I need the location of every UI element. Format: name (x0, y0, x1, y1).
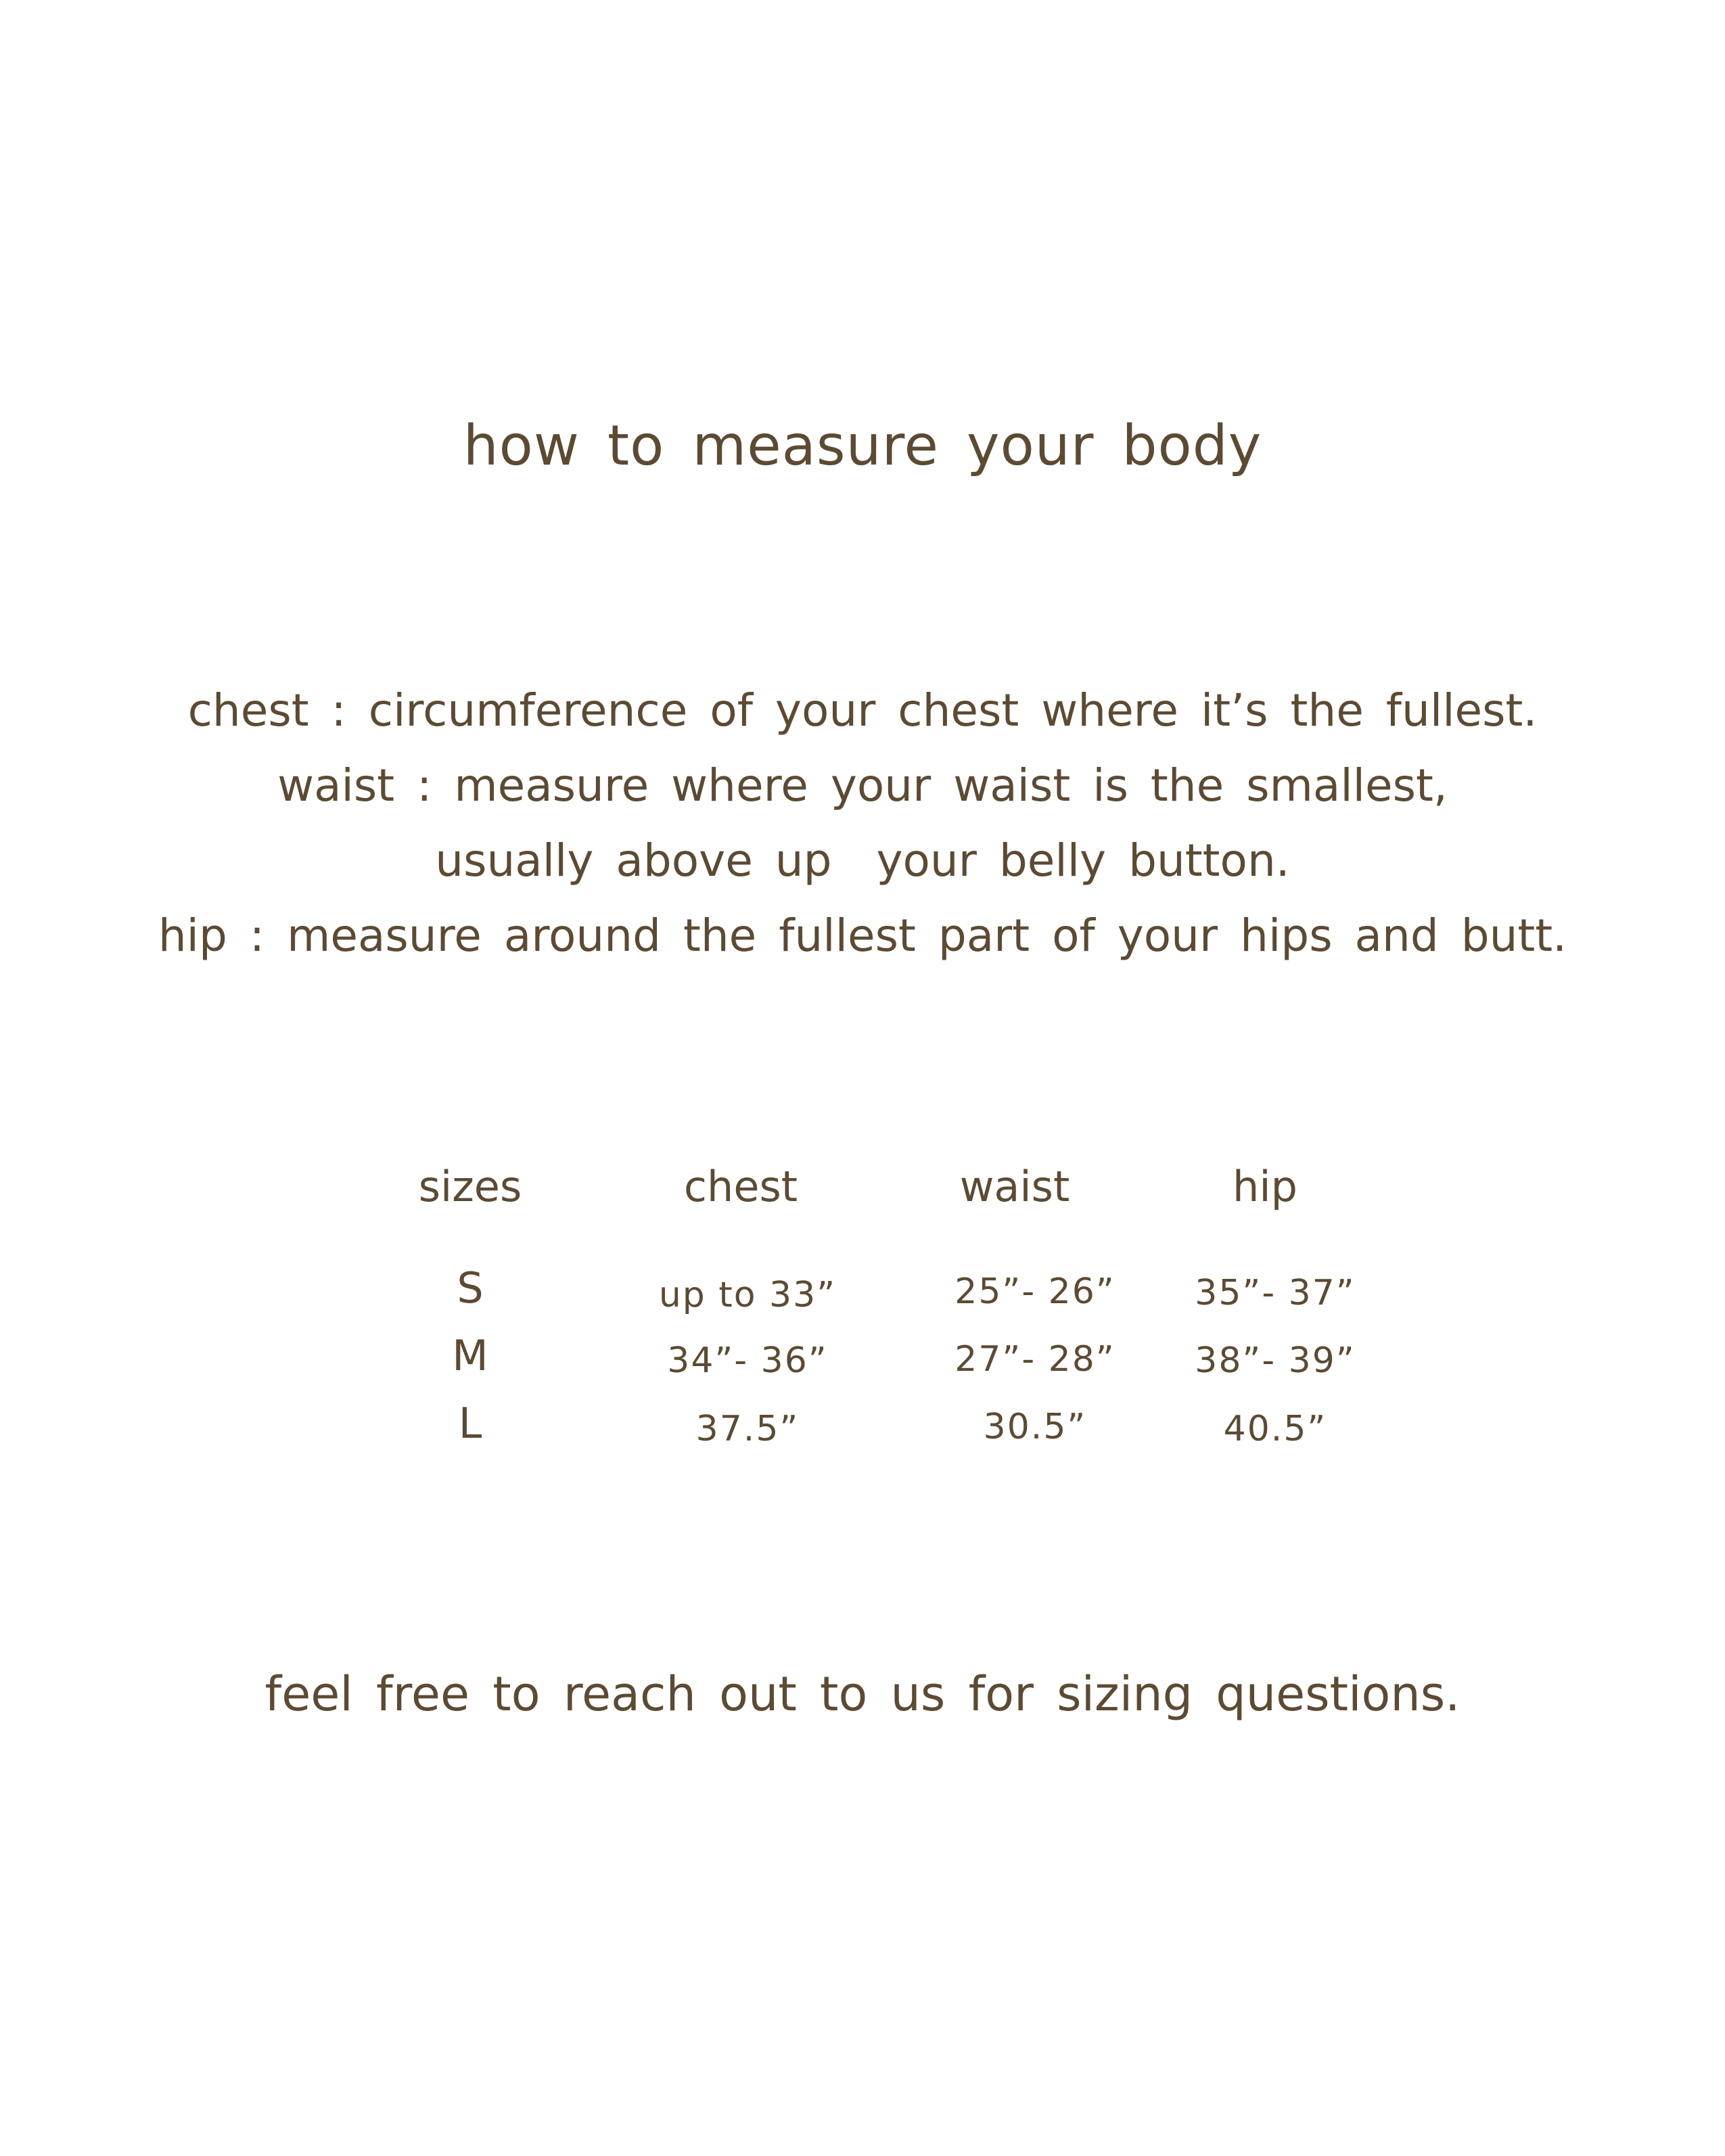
waist-value-s: 25”- 26” (954, 1271, 1116, 1312)
chest-value-l: 37.5” (695, 1409, 800, 1449)
size-label-s: S (457, 1263, 484, 1313)
hip-value-m: 38”- 39” (1195, 1340, 1356, 1381)
page-title: how to measure your body (463, 414, 1262, 478)
header-waist: waist (959, 1162, 1070, 1211)
waist-instruction: waist : measure where your waist is the smallest, (277, 759, 1448, 812)
waist-value-l: 30.5” (983, 1407, 1087, 1447)
waist-instruction-continued: usually above up your belly button. (435, 835, 1290, 887)
header-chest: chest (683, 1162, 798, 1211)
header-hip: hip (1233, 1162, 1297, 1211)
size-label-m: M (452, 1331, 488, 1380)
header-sizes: sizes (418, 1162, 522, 1211)
sizing-questions-note: feel free to reach out to us for sizing questions. (264, 1666, 1460, 1722)
hip-instruction: hip : measure around the fullest part of your hips and butt. (158, 910, 1567, 962)
hip-value-l: 40.5” (1223, 1409, 1327, 1449)
waist-value-m: 27”- 28” (954, 1339, 1116, 1380)
chest-value-m: 34”- 36” (667, 1340, 828, 1381)
size-label-l: L (458, 1399, 482, 1448)
hip-value-s: 35”- 37” (1195, 1273, 1356, 1313)
chest-value-s: up to 33” (658, 1275, 837, 1315)
chest-instruction: chest : circumference of your chest where it’s the fullest. (187, 684, 1538, 736)
